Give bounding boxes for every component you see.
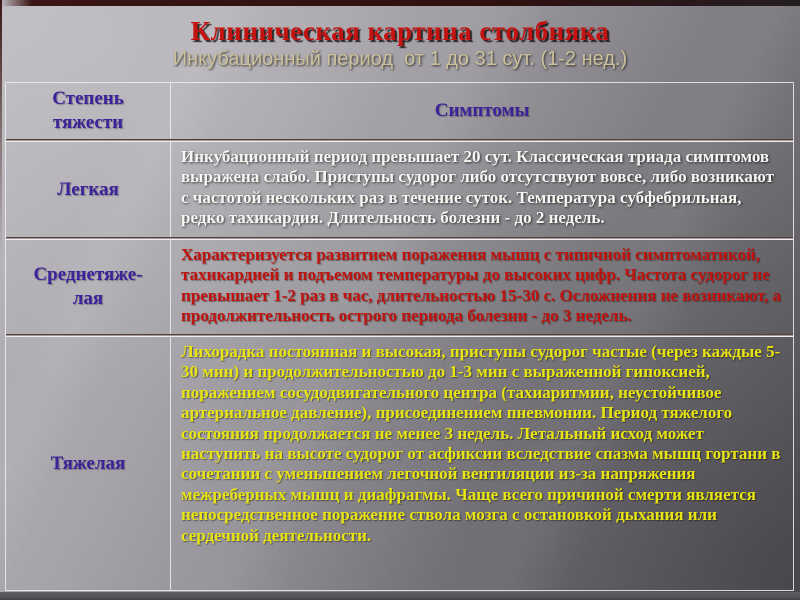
column-header-severity	[6, 83, 171, 139]
severity-label-medium: Среднетяже-лая	[33, 264, 143, 309]
table-row-severe-symptoms-cell: Лихорадка постоянная и высокая, приступы судорог частые (через каждые 5-30 мин) и продолжительностью до 1-3 мин с выраженной гипоксией, поражением сосудодвигательного центра (тахиаритмии, неустойчивое артериальное давление), присоединением пневмонии. Период тяжелого состояния продолжается не менее 3 недель. Летальный исход может наступить на высоте судорог от асфиксии вследствие спазма мышц гортани в сочетании с уменьшением легочной вентиляции из-за напряжения межреберных мышц и диафрагмы. Чаще всего причиной смерти является непосредственное поражение ствола мозга с остановкой дыхания или сердечной деятельности.	[181, 342, 781, 545]
table-row-mild-severity-cell	[6, 142, 171, 237]
severity-symptoms-table	[5, 82, 794, 591]
column-header-severity-label: Степень тяжести	[52, 88, 124, 133]
column-header-symptoms-label: Симптомы	[434, 100, 530, 121]
table-row-mild-symptoms-cell: Инкубационный период превышает 20 сут. Классическая триада симптомов выражена слабо. Приступы судорог либо отсутствуют вовсе, либо возникают с частотой нескольких раз в течение суток. Температура субфебрильная, редко тахикардия. Длительность болезни - до 2 недель.	[181, 147, 774, 228]
slide-header	[0, 0, 800, 70]
slide-title: Клиническая картина столбняка	[190, 16, 610, 46]
severity-label-mild: Легкая	[57, 178, 119, 200]
table-row-medium-severity-cell	[6, 240, 171, 334]
table-row-severe-severity-cell	[6, 337, 171, 590]
bottom-accent-band	[0, 592, 800, 600]
column-header-symptoms	[171, 83, 793, 139]
severity-label-severe: Тяжелая	[50, 452, 126, 474]
slide-subtitle: Инкубационный период от 1 до 31 сут. (1-2 нед.)	[172, 48, 628, 71]
table-row-medium-symptoms-cell: Характеризуется развитием поражения мышц с типичной симптоматикой, тахикардией и подъемом температуры до высоких цифр. Частота судорог не превышает 1-2 раз в час, длительностью 15-30 с. Осложнения не возникают, а продолжительность острого периода болезни - до 3 недель.	[181, 245, 782, 326]
